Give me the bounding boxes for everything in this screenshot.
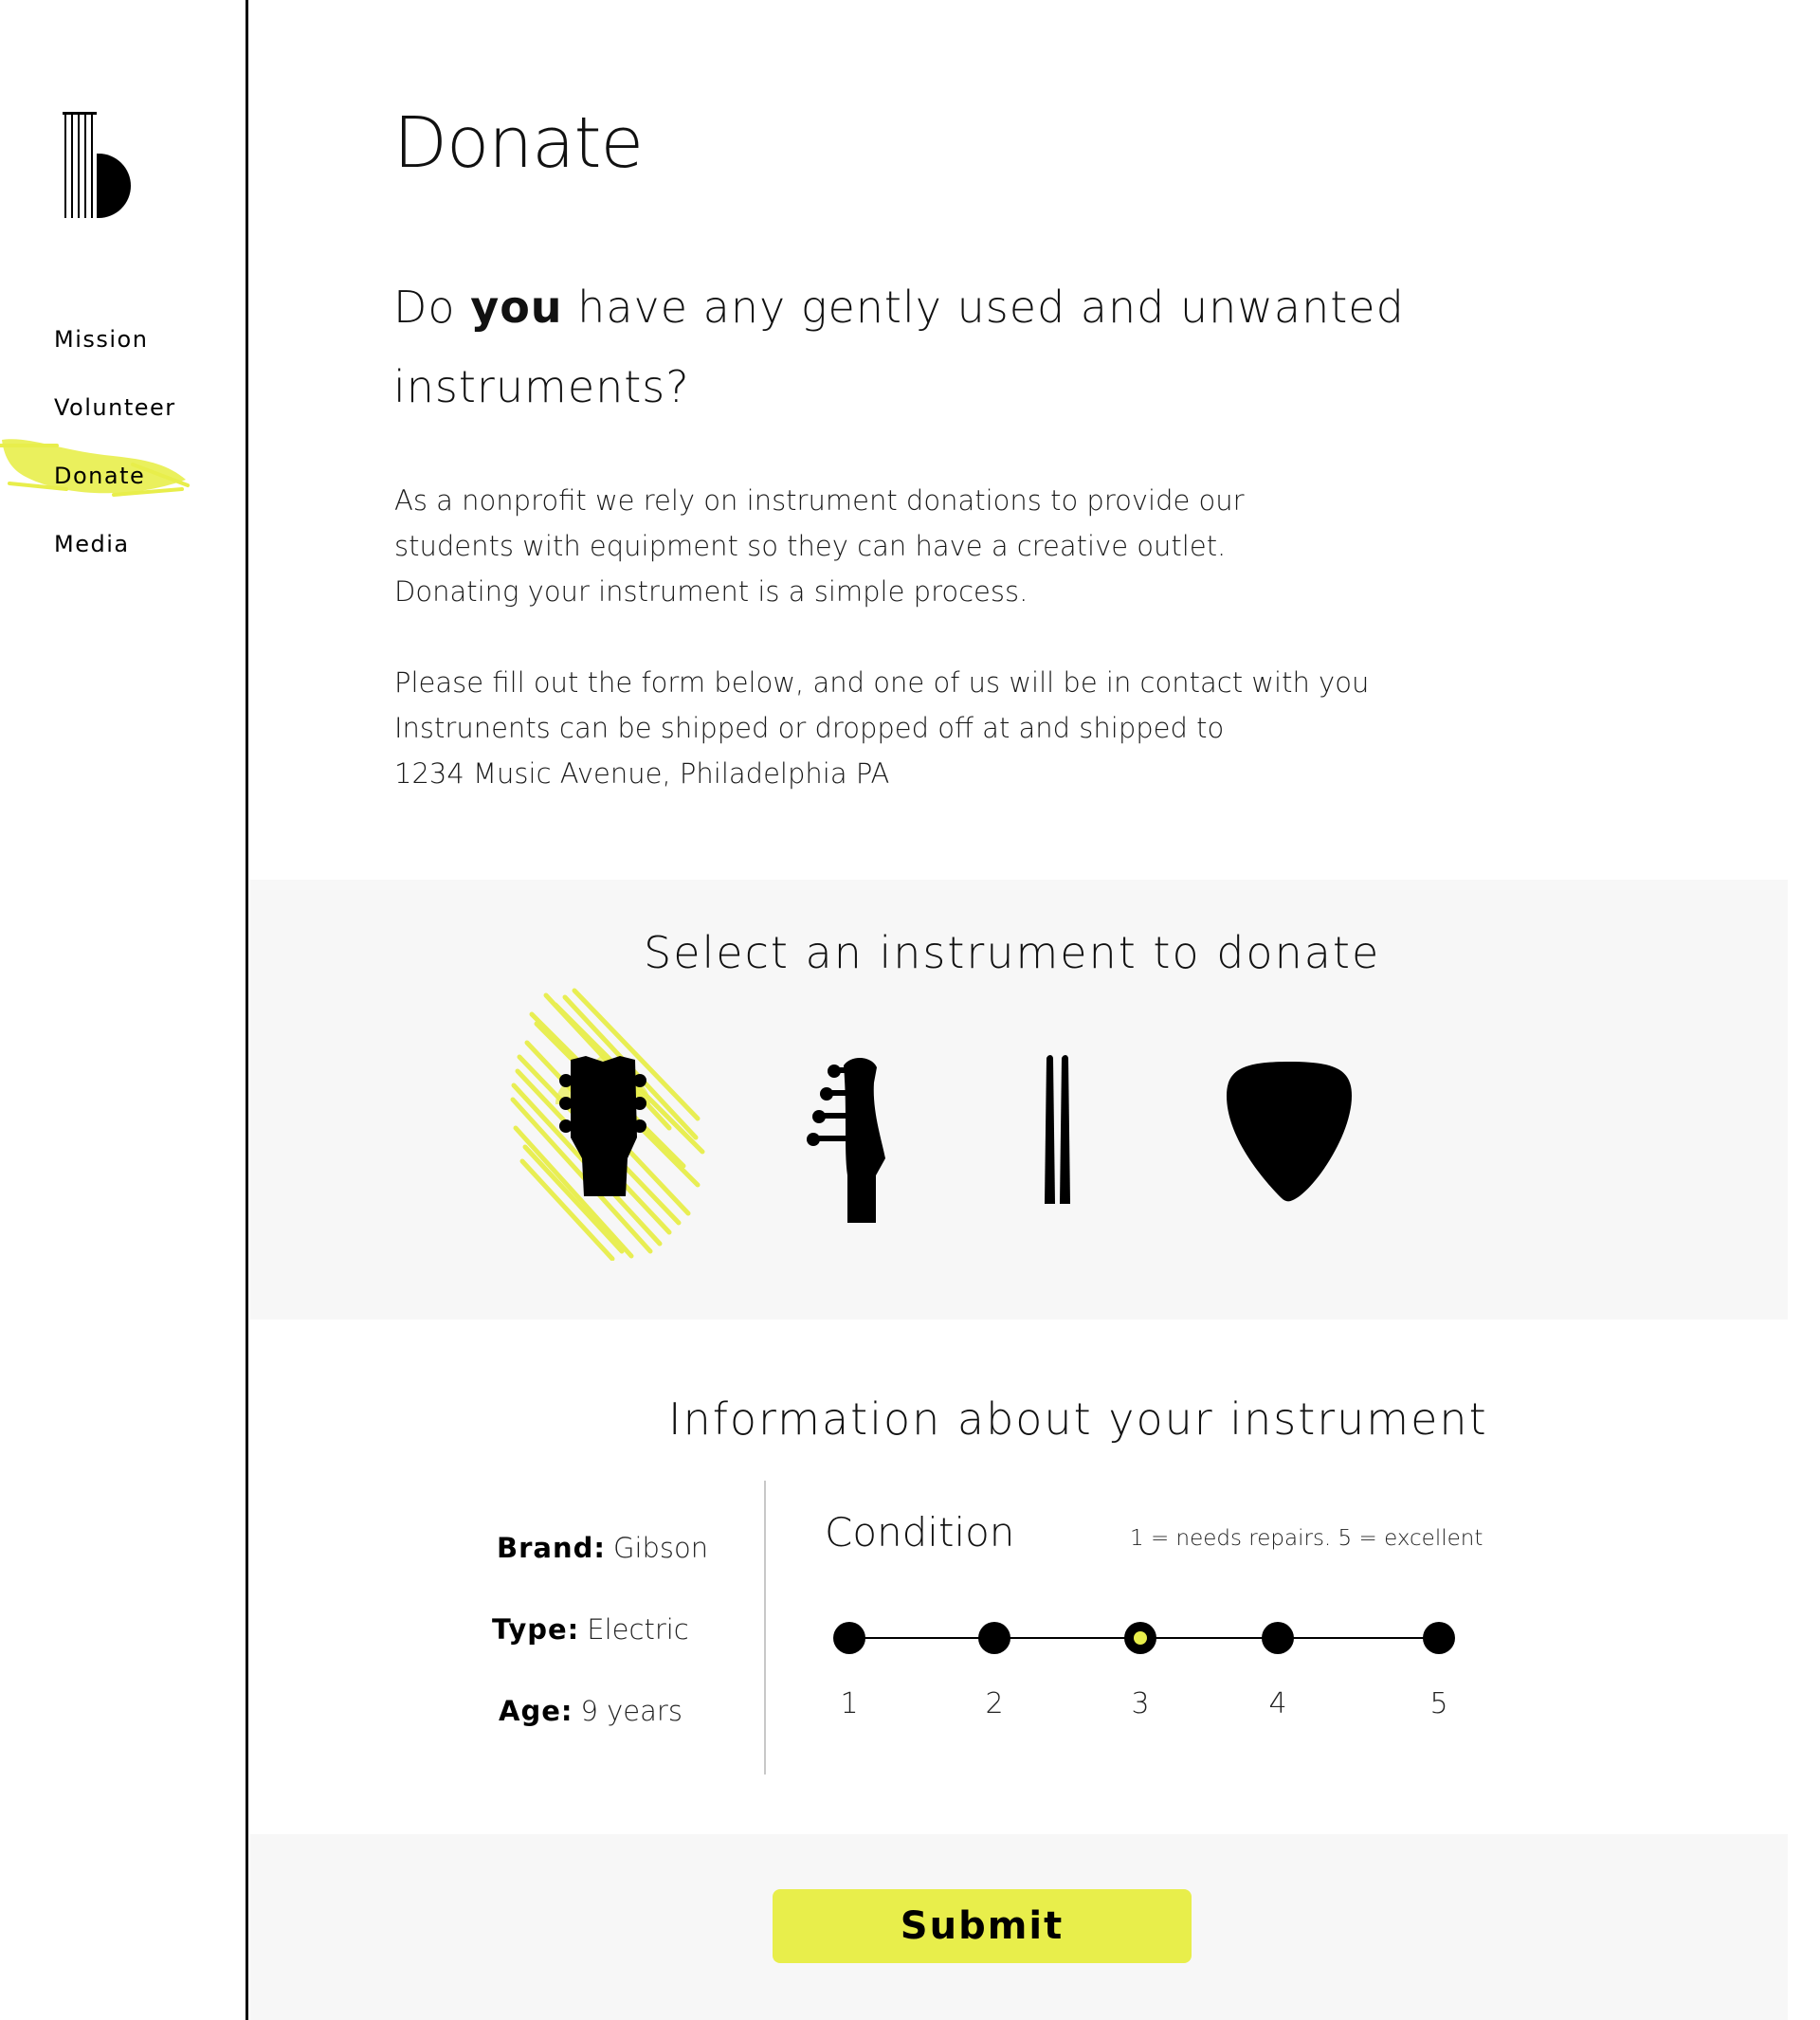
select-title: Select an instrument to donate xyxy=(644,927,1381,978)
headline-emphasis: you xyxy=(470,282,563,333)
bass-headstock-icon[interactable] xyxy=(806,1054,891,1225)
headline-pre: Do xyxy=(393,282,456,333)
condition-label-3: 3 xyxy=(1131,1687,1150,1720)
instructions-paragraph xyxy=(394,660,1437,796)
brand-value[interactable]: Gibson xyxy=(612,1532,709,1564)
instructions-line: Please fill out the form below, and one of us will be in contact with you xyxy=(394,666,1370,699)
intro-line: Donating your instrument is a simple process. xyxy=(394,575,1028,608)
type-field[interactable] xyxy=(492,1613,689,1646)
type-label: Type: xyxy=(492,1613,580,1646)
condition-label-1: 1 xyxy=(840,1687,859,1720)
condition-title: Condition xyxy=(825,1509,1015,1556)
instructions-line: Instrunents can be shipped or dropped off at and shipped to xyxy=(394,712,1225,744)
type-value[interactable]: Electric xyxy=(587,1613,689,1646)
condition-track xyxy=(815,1602,1460,1678)
guitar-strings-logo[interactable] xyxy=(63,112,138,218)
brand-label: Brand: xyxy=(497,1532,606,1564)
age-field[interactable] xyxy=(499,1695,682,1727)
sidebar xyxy=(0,0,248,2020)
brand-field[interactable] xyxy=(497,1532,708,1564)
age-label: Age: xyxy=(499,1695,573,1727)
address-line: 1234 Music Avenue, Philadelphia PA xyxy=(394,757,890,790)
submit-button[interactable]: Submit xyxy=(773,1889,1192,1963)
condition-option-1[interactable] xyxy=(833,1622,865,1654)
condition-option-2[interactable] xyxy=(978,1622,1010,1654)
sidebar-item-volunteer[interactable]: Volunteer xyxy=(54,394,176,421)
page-title: Donate xyxy=(393,102,644,184)
guitar-pick-icon[interactable] xyxy=(1223,1060,1356,1202)
intro-paragraph xyxy=(394,478,1437,614)
intro-line: students with equipment so they can have a creative outlet. xyxy=(394,530,1227,562)
sidebar-item-mission[interactable]: Mission xyxy=(54,326,149,353)
age-value[interactable]: 9 years xyxy=(580,1695,682,1727)
condition-option-4[interactable] xyxy=(1262,1622,1294,1654)
condition-scale xyxy=(815,1602,1460,1744)
info-title: Information about your instrument xyxy=(668,1393,1488,1445)
sidebar-item-donate[interactable]: Donate xyxy=(54,463,146,489)
guitar-headstock-icon[interactable] xyxy=(508,986,707,1261)
condition-note: 1 = needs repairs. 5 = excellent xyxy=(1130,1526,1483,1551)
headline-line2: instruments? xyxy=(393,361,690,412)
condition-label-2: 2 xyxy=(985,1687,1004,1720)
condition-label-4: 4 xyxy=(1268,1687,1287,1720)
intro-line: As a nonprofit we rely on instrument donations to provide our xyxy=(394,484,1245,517)
form-divider xyxy=(764,1481,766,1774)
condition-option-5[interactable] xyxy=(1423,1622,1455,1654)
headline xyxy=(393,267,1436,427)
sidebar-item-media[interactable]: Media xyxy=(54,531,130,557)
drumsticks-icon[interactable] xyxy=(1039,1054,1077,1206)
condition-label-5: 5 xyxy=(1429,1687,1448,1720)
condition-selected-indicator xyxy=(1134,1631,1147,1645)
headline-post: have any gently used and unwanted xyxy=(577,282,1405,333)
